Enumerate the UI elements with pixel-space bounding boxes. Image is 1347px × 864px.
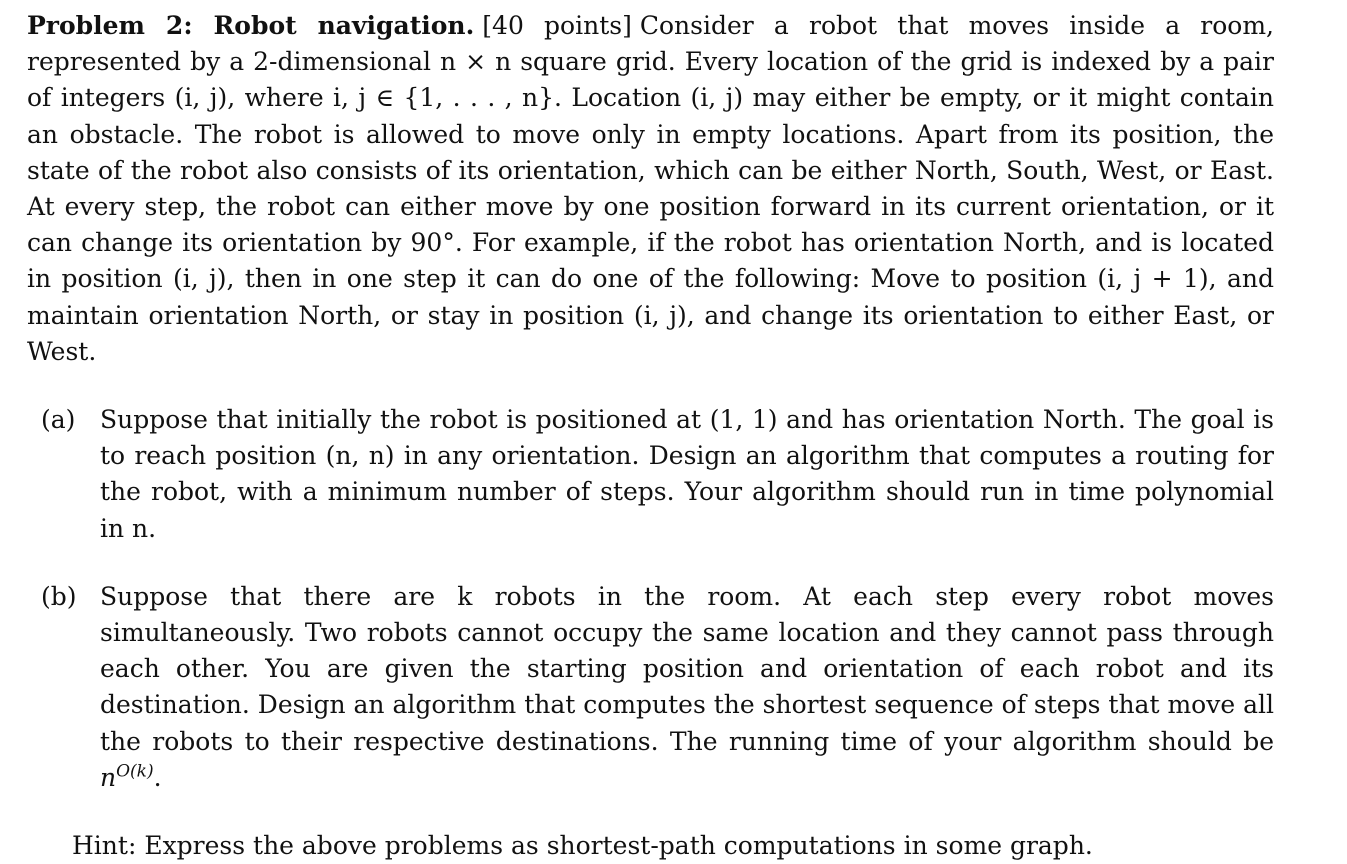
problem-title: Problem 2: Robot navigation. (27, 11, 475, 40)
part-b (27, 579, 1274, 796)
part-b-complexity-base: n (100, 762, 117, 792)
problem-statement (27, 8, 1274, 370)
hint-text: Hint: Express the above problems as shortest-path computations in some graph. (72, 831, 1093, 861)
part-a-label: (a) (41, 405, 76, 435)
part-b-complexity-exponent: O(k) (116, 761, 154, 782)
problem-intro: Consider a robot that moves inside a room, represented by a 2-dimensional n × n square grid. Every location of the grid is indexed by a pair of integers (i, j), where i, j ∈ {1, . . . , n}. Location (i, j) may either be empty, or it might contain an obstacle. The robot is allowed to move only in empty locations. Apart from its position, the state of the robot also consists of its orientation, which can be either North, South, West, or East. At every step, the robot can either move by one position forward in its current orientation, or it can change its orientation by 90°. For example, if the robot has orientation North, and is located in position (i, j), then in one step it can do one of the following: Move to position (i, j + 1), and maintain orientation North, or stay in position (i, j), and change its orientation to either East, or West. (27, 11, 1274, 366)
part-b-text: Suppose that there are k robots in the room. At each step every robot moves simultaneously. Two robots cannot occupy the same location and they cannot pass through each other. You are given the starting position and orientation of each robot and its destination. Design an algorithm that computes the shortest sequence of steps that move all the robots to their respective destinations. The running time of your algorithm should be (100, 581, 1274, 756)
part-a (27, 402, 1274, 547)
problem-document (27, 8, 1274, 864)
part-b-text-end: . (153, 762, 162, 792)
part-b-label: (b) (41, 581, 77, 611)
part-a-text: Suppose that initially the robot is positioned at (1, 1) and has orientation North. The goal is to reach position (n, n) in any orientation. Design an algorithm that computes a routing for the robot, with a minimum number of steps. Your algorithm should run in time polynomial in n. (100, 405, 1274, 543)
problem-points: [40 points] (482, 11, 632, 40)
